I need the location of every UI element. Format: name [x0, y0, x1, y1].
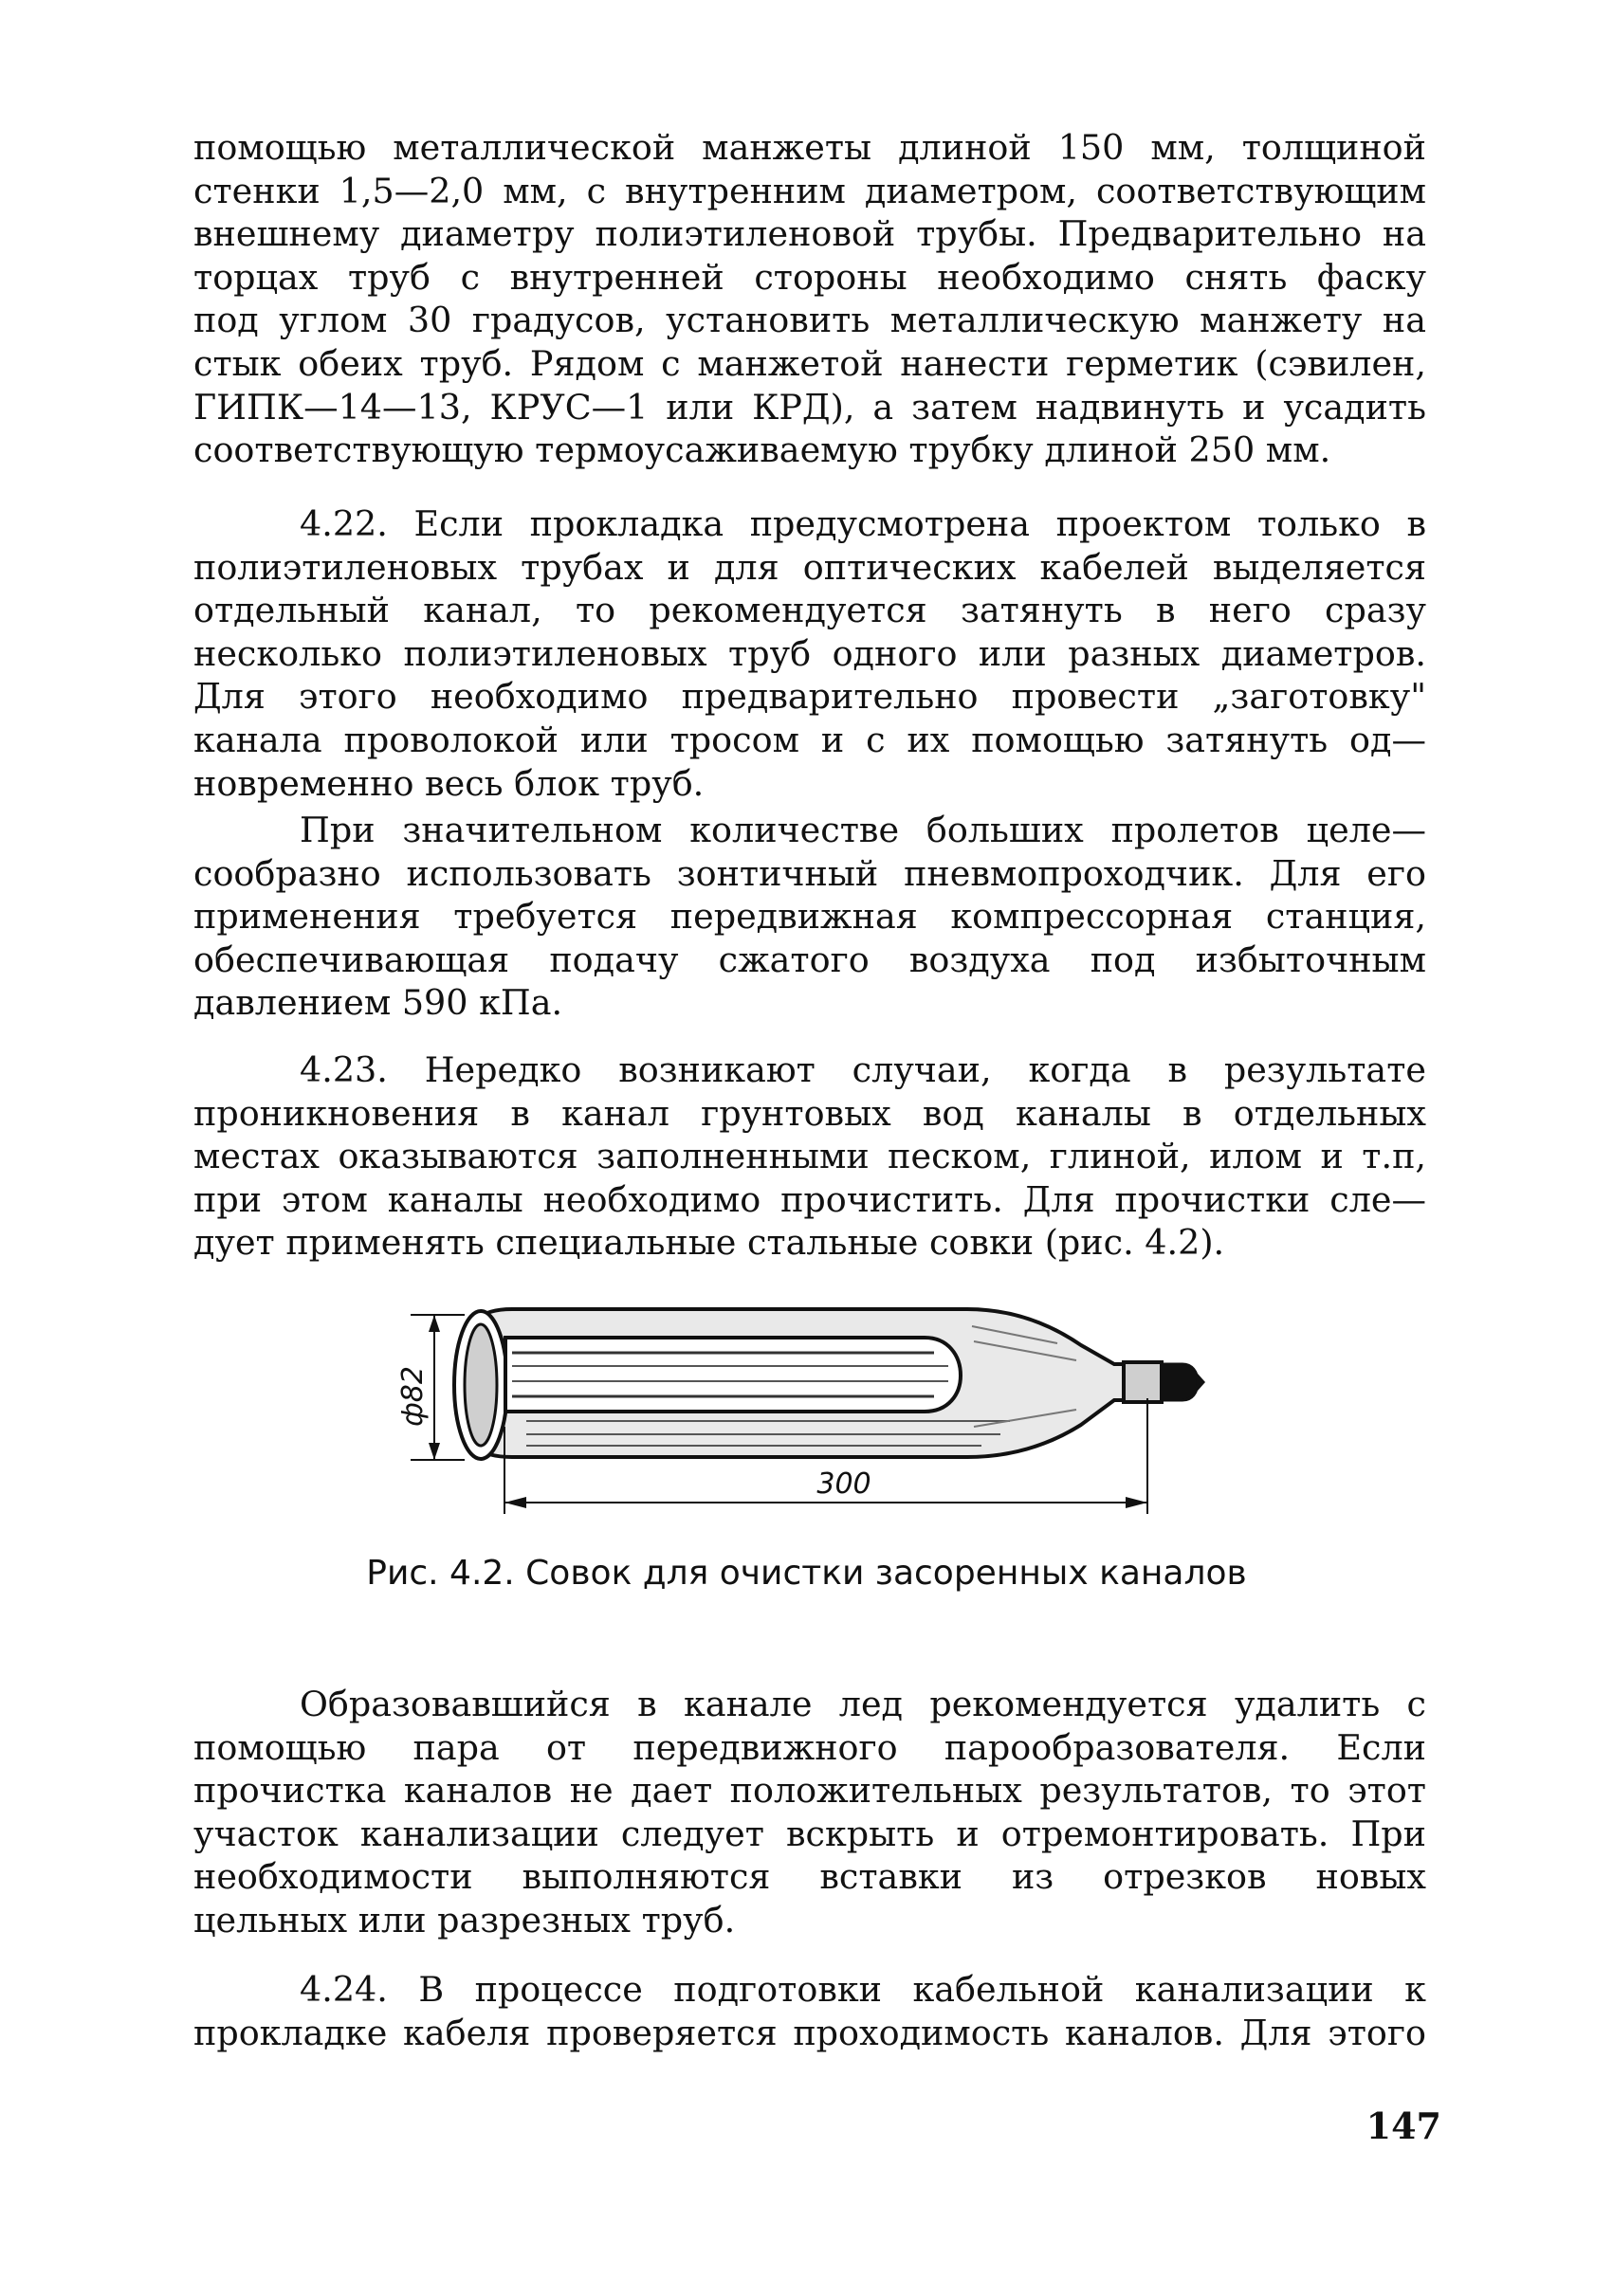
text-line: несколько полиэтиленовых труб одного или разных диаметров.: [193, 632, 1426, 674]
figure-caption: Рис. 4.2. Совок для очистки засоренных каналов: [366, 1554, 1247, 1593]
text-line: стык обеих труб. Рядом с манжетой нанести герметик (сэвилен,: [193, 342, 1426, 384]
text-line: Для этого необходимо предварительно провести „заготовку": [193, 676, 1426, 718]
text-line: дует применять специальные стальные совки (рис. 4.2).: [193, 1222, 1225, 1264]
diameter-label: ф82: [396, 1366, 430, 1427]
text-line: помощью металлической манжеты длиной 150 мм, толщиной: [193, 127, 1426, 168]
text-line: давлением 590 кПа.: [193, 982, 563, 1024]
text-line: новременно весь блок труб.: [193, 762, 705, 804]
text-line: 4.22. Если прокладка предусмотрена проектом только в: [300, 503, 1426, 544]
text-line: прочистка каналов не дает положительных результатов, то этот: [193, 1770, 1426, 1812]
page-number: 147: [1366, 2105, 1441, 2147]
text-line: проникновения в канал грунтовых вод каналы в отдельных: [193, 1092, 1426, 1134]
text-line: при этом каналы необходимо прочистить. Для прочистки сле—: [193, 1178, 1426, 1220]
paragraph-4-22: [193, 502, 1426, 805]
text-line: соответствующую термоусаживаемую трубку длиной 250 мм.: [193, 429, 1331, 471]
text-line: помощью пара от передвижного парообразователя. Если: [193, 1726, 1426, 1768]
length-label: 300: [816, 1467, 871, 1501]
text-line: внешнему диаметру полиэтиленовой трубы. Предварительно на: [193, 213, 1426, 255]
paragraph-4-24: [193, 1968, 1426, 2054]
paragraph-4-23: [193, 1048, 1426, 1265]
text-line: торцах труб с внутренней стороны необходимо снять фаску: [193, 256, 1426, 298]
text-line: отдельный канал, то рекомендуется затянуть в него сразу: [193, 590, 1426, 631]
figure-scoop-drawing: [394, 1303, 1247, 1559]
paragraph-ice-removal: [193, 1683, 1426, 1942]
text-line: прокладке кабеля проверяется проходимость каналов. Для этого: [193, 2012, 1426, 2053]
text-line: обеспечивающая подачу сжатого воздуха под избыточным: [193, 938, 1426, 980]
text-line: цельных или разрезных труб.: [193, 1899, 736, 1941]
text-line: Образовавшийся в канале лед рекомендуется удалить с: [300, 1684, 1426, 1724]
text-line: местах оказываются заполненными песком, глиной, илом и т.п,: [193, 1136, 1426, 1177]
text-line: стенки 1,5—2,0 мм, с внутренним диаметром, соответствующим: [193, 170, 1426, 211]
text-line: При значительном количестве больших пролетов целе—: [300, 810, 1426, 850]
text-line: участок канализации следует вскрыть и отремонтировать. При: [193, 1813, 1426, 1854]
text-line: применения требуется передвижная компрессорная станция,: [193, 896, 1426, 938]
text-line: 4.24. В процессе подготовки кабельной канализации к: [300, 1969, 1426, 2010]
paragraph-continuation: [193, 126, 1426, 472]
scoop-illustration: [394, 1303, 1247, 1559]
text-line: под углом 30 градусов, установить металлическую манжету на: [193, 300, 1426, 341]
text-line: канала проволокой или тросом и с их помощью затянуть од—: [193, 719, 1426, 760]
text-line: ГИПК—14—13, КРУС—1 или КРД), а затем надвинуть и усадить: [193, 386, 1426, 428]
paragraph-umbrella-piercer: [193, 809, 1426, 1025]
text-line: 4.23. Нередко возникают случаи, когда в результате: [300, 1049, 1426, 1090]
text-line: полиэтиленовых трубах и для оптических кабелей выделяется: [193, 546, 1426, 588]
text-line: необходимости выполняются вставки из отрезков новых: [193, 1856, 1426, 1898]
text-line: сообразно использовать зонтичный пневмопроходчик. Для его: [193, 852, 1426, 894]
